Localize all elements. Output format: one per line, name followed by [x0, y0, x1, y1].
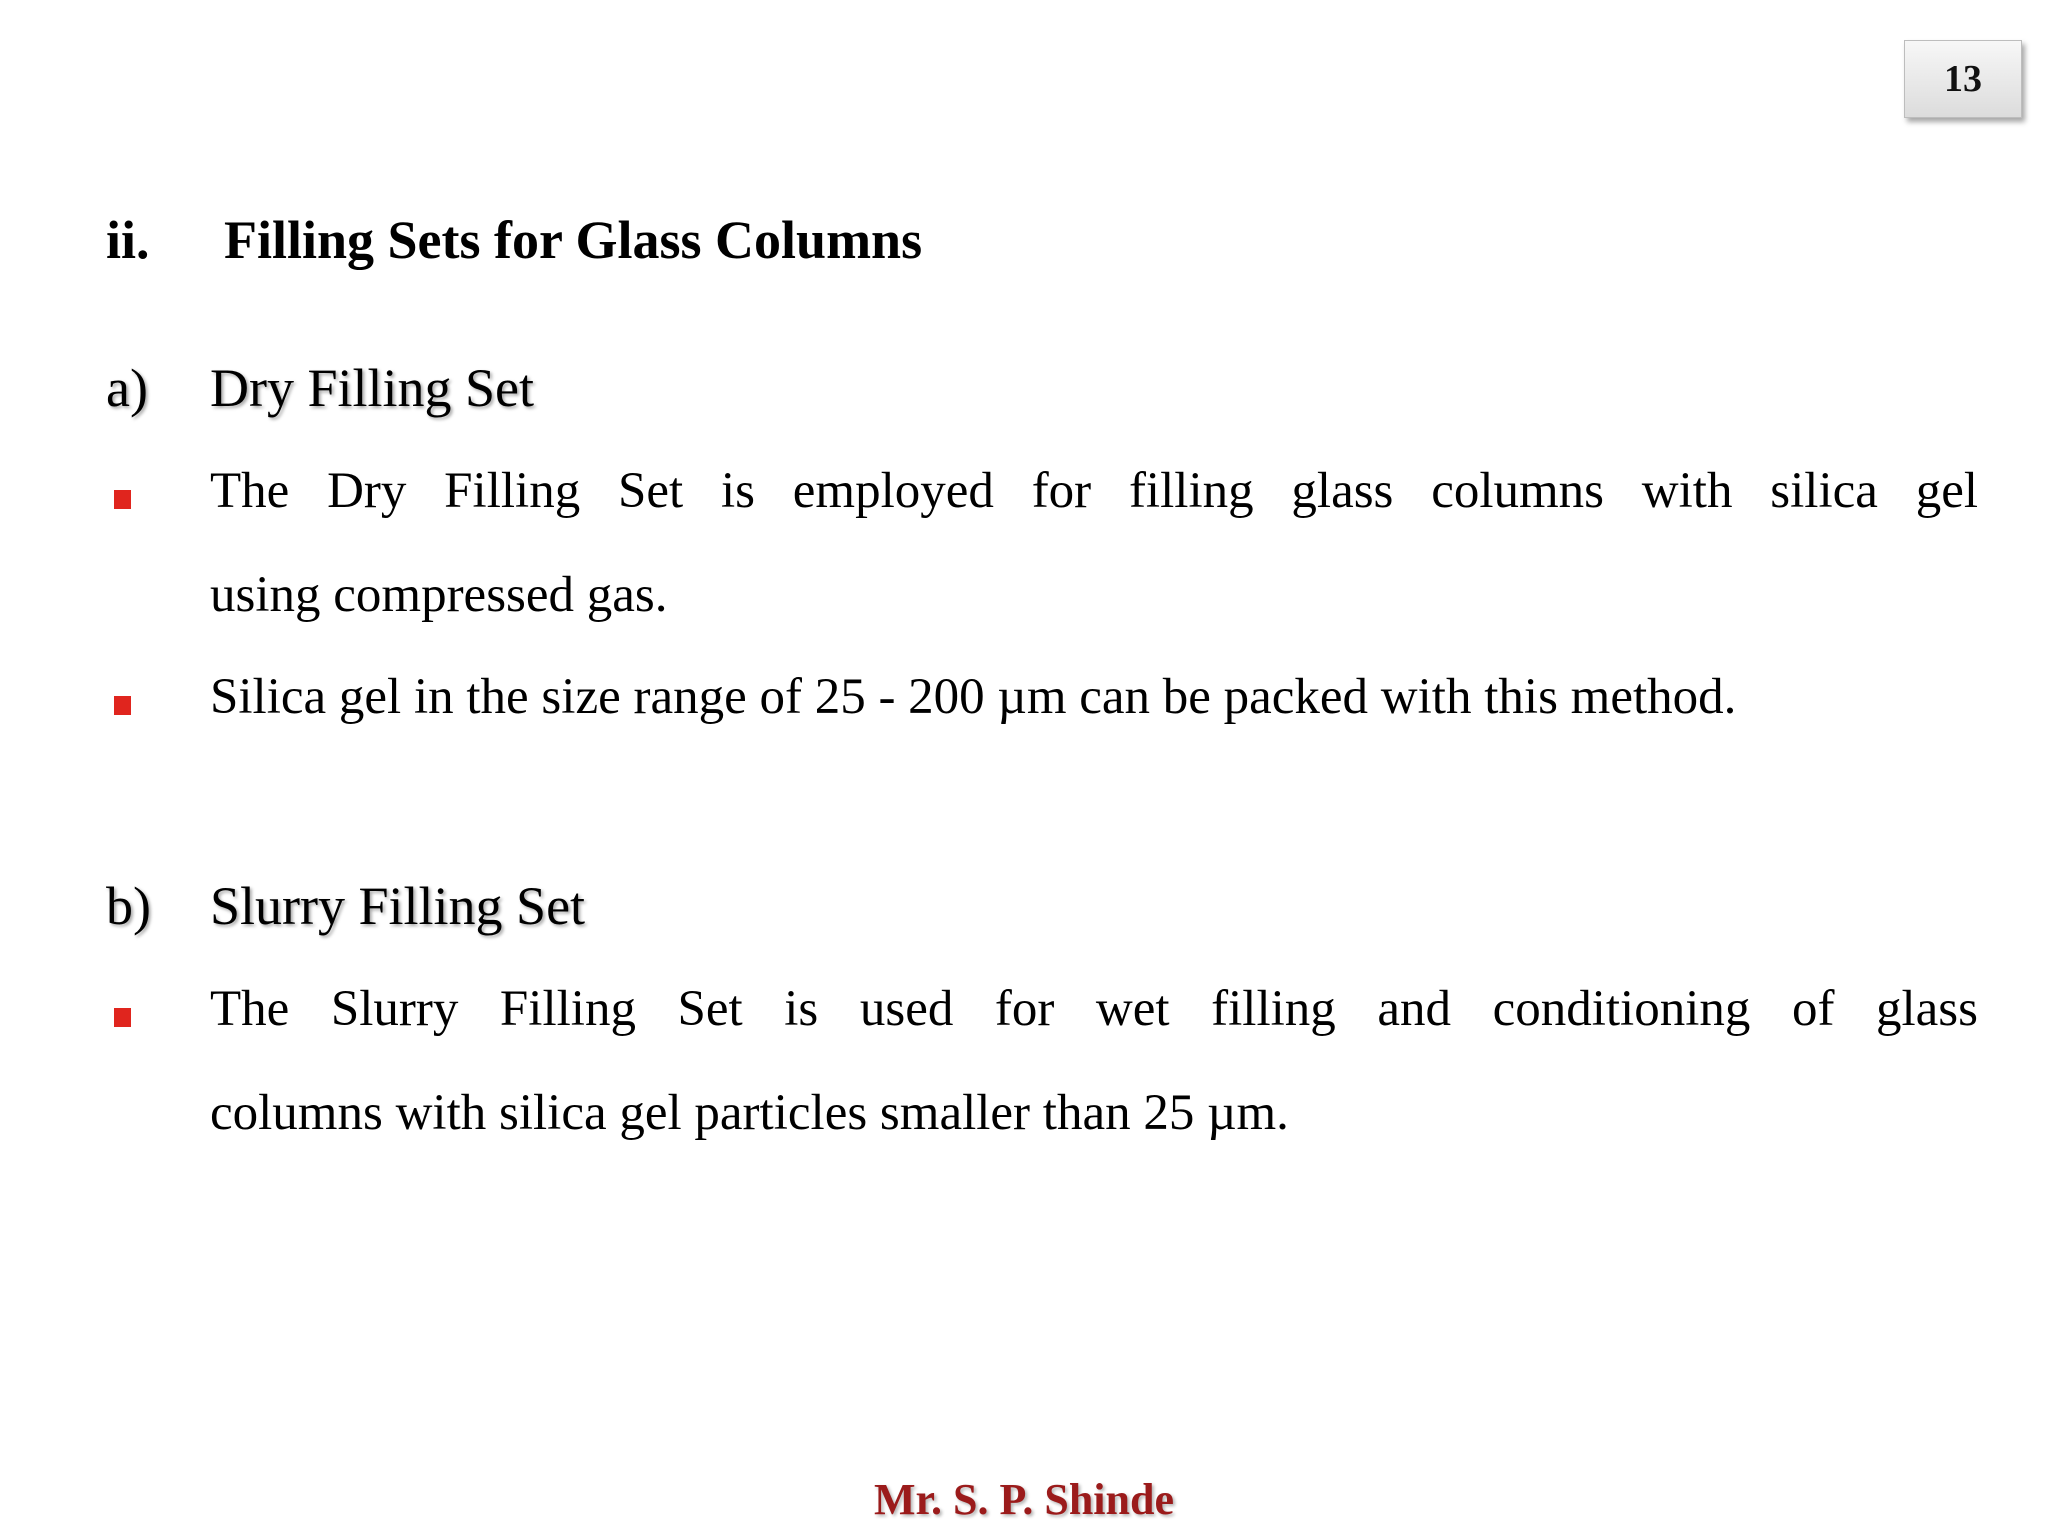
bullet-square-icon: [114, 490, 131, 509]
subsection-heading-dry: [106, 353, 534, 423]
bullet-square-icon: [114, 696, 131, 715]
subsection-letter: a): [106, 358, 148, 418]
subsection-title: Dry Filling Set: [210, 358, 535, 418]
footer-author: Mr. S. P. Shinde: [874, 1475, 1174, 1524]
section-heading: [106, 205, 922, 275]
section-title: Filling Sets for Glass Columns: [224, 210, 923, 270]
bullet-text-line: The Slurry Filling Set is used for wet filling and conditioning of glass: [210, 981, 1978, 1037]
bullet-square-icon: [114, 1008, 131, 1027]
section-number: ii.: [106, 210, 150, 270]
bullet-text-line: using compressed gas.: [210, 567, 668, 623]
bullet-text-line: columns with silica gel particles smaller than 25 µm.: [210, 1085, 1289, 1141]
subsection-title: Slurry Filling Set: [210, 876, 586, 936]
subsection-letter: b): [106, 876, 151, 936]
page-number-badge: [1904, 40, 2022, 118]
subsection-heading-slurry: [106, 871, 585, 941]
bullet-text-line: The Dry Filling Set is employed for filling glass columns with silica gel: [210, 463, 1978, 519]
bullet-text-line: Silica gel in the size range of 25 - 200 µm can be packed with this method.: [210, 669, 1737, 725]
page-number: 13: [1944, 58, 1982, 100]
